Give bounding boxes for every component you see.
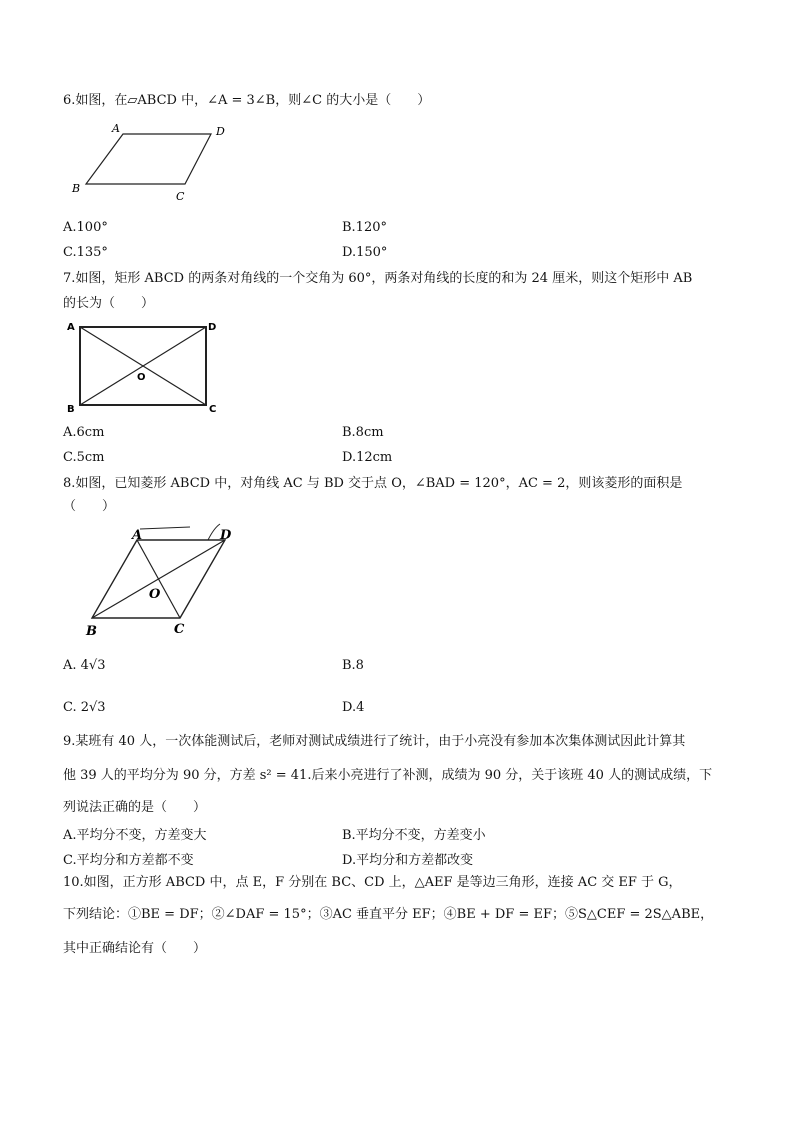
q6-label-d: D <box>216 125 225 138</box>
q10-stem-line1: 10.如图，正方形 ABCD 中，点 E，F 分别在 BC、CD 上，△AEF 是等边三角形，连接 AC 交 EF 于 G， <box>63 875 682 890</box>
q10-stem-line3: 其中正确结论有（ ） <box>63 941 207 956</box>
q8-rhombus-figure <box>80 522 245 642</box>
q8-label-a: A <box>132 528 143 543</box>
q7-label-d: D <box>208 322 217 333</box>
q8-option-b: B.8 <box>342 658 364 673</box>
q8-stem-line1: 8.如图，已知菱形 ABCD 中，对角线 AC 与 BD 交于点 O，∠BAD = 120°，AC = 2，则该菱形的面积是 <box>63 476 683 491</box>
q6-stem: 6.如图，在▱ABCD 中，∠A = 3∠B，则∠C 的大小是（ ） <box>63 93 431 108</box>
q8-label-c: C <box>174 622 185 637</box>
q7-rectangle-figure <box>64 318 224 416</box>
q9-stem-line1: 9.某班有 40 人，一次体能测试后，老师对测试成绩进行了统计，由于小亮没有参加本次集体测试因此计算其 <box>63 734 686 749</box>
q7-stem-line1: 7.如图，矩形 ABCD 的两条对角线的一个交角为 60°，两条对角线的长度的和为 24 厘米，则这个矩形中 AB <box>63 271 693 286</box>
q7-label-a: A <box>67 322 75 333</box>
q9-option-b: B.平均分不变，方差变小 <box>342 828 486 843</box>
diagonal-bd <box>92 540 225 618</box>
q8-stem-line2: （ ） <box>63 499 116 514</box>
q6-option-a: A.100° <box>63 220 108 235</box>
q8-option-a: A. 4√3 <box>63 658 106 673</box>
q8-option-d: D.4 <box>342 700 365 715</box>
q7-label-o: O <box>137 372 146 383</box>
q8-label-d: D <box>220 528 232 543</box>
q6-label-a: A <box>112 122 120 135</box>
q6-option-d: D.150° <box>342 245 388 260</box>
q7-label-c: C <box>209 404 217 415</box>
q8-option-c: C. 2√3 <box>63 700 106 715</box>
q9-option-c: C.平均分和方差都不变 <box>63 853 194 868</box>
q9-stem-line2: 他 39 人的平均分为 90 分，方差 s² = 41.后来小亮进行了补测，成绩为 90 分，关于该班 40 人的测试成绩，下 <box>63 768 713 783</box>
q7-option-b: B.8cm <box>342 425 384 440</box>
q6-label-b: B <box>72 182 81 195</box>
q8-label-o: O <box>149 587 161 602</box>
q9-option-d: D.平均分和方差都改变 <box>342 853 474 868</box>
q7-label-b: B <box>67 404 75 415</box>
q6-option-c: C.135° <box>63 245 108 260</box>
q6-option-b: B.120° <box>342 220 387 235</box>
q10-stem-line2: 下列结论：①BE = DF；②∠DAF = 15°；③AC 垂直平分 EF；④BE + DF = EF；⑤S△CEF = 2S△ABE， <box>63 907 714 922</box>
scan-artifact-strokes <box>140 524 220 540</box>
q6-parallelogram-figure <box>68 120 238 206</box>
q7-option-a: A.6cm <box>63 425 105 440</box>
q8-label-b: B <box>86 624 97 639</box>
parallelogram-shape <box>86 134 211 184</box>
q7-option-d: D.12cm <box>342 450 393 465</box>
q9-stem-line3: 列说法正确的是（ ） <box>63 800 207 815</box>
q7-option-c: C.5cm <box>63 450 105 465</box>
q7-stem-line2: 的长为（ ） <box>63 296 155 311</box>
q6-label-c: C <box>176 190 185 203</box>
q9-option-a: A.平均分不变，方差变大 <box>63 828 207 843</box>
